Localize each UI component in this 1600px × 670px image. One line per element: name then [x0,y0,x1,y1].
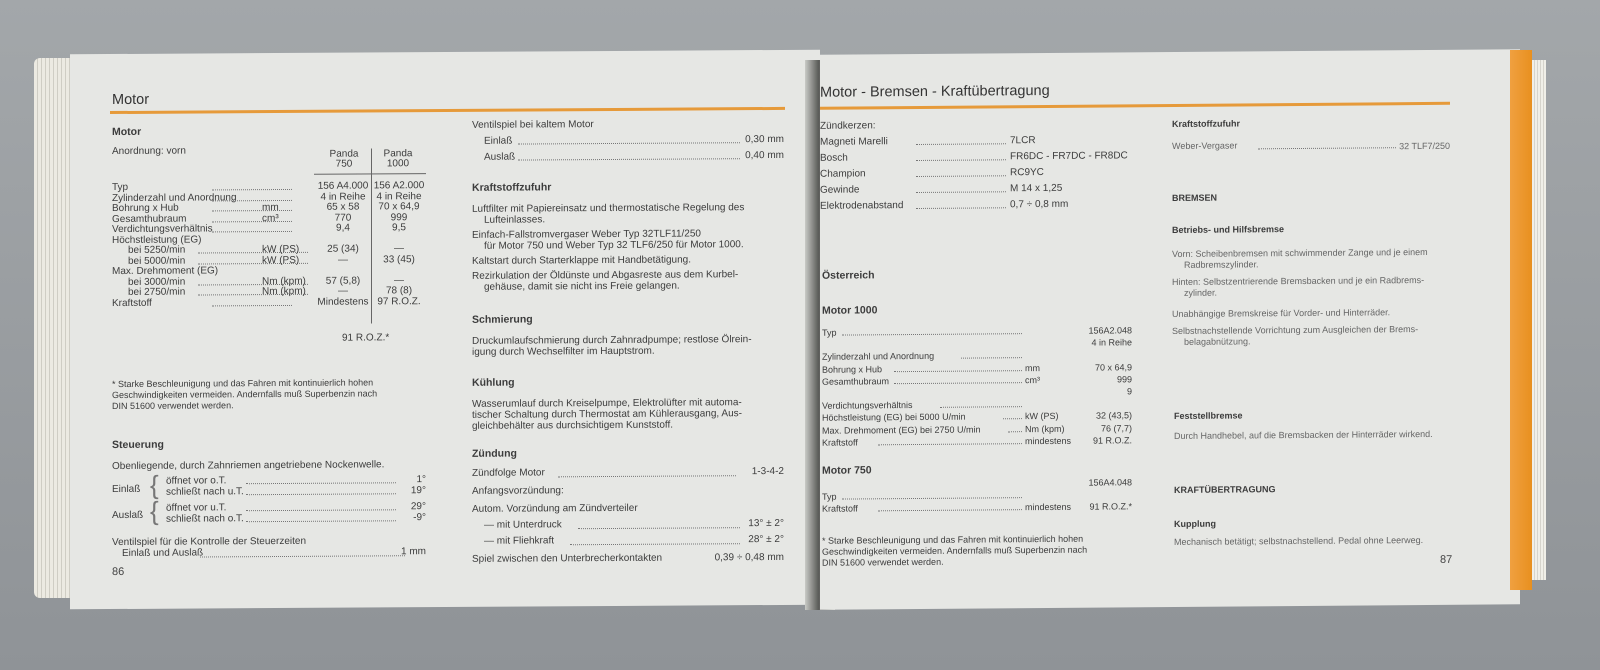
timing-value: 1° [416,474,426,486]
kerze-value: RC9YC [1010,166,1044,179]
section-schmierung-title: Schmierung [472,313,533,326]
col2-head-1: Panda [383,148,413,160]
leader-dots [246,511,396,522]
kraftstoff-line: Einfach-Fallstromvergaser Weber Typ 32TLF11/250 [472,228,701,241]
ventilspiel-check-2: Einlaß und Auslaß [122,547,204,559]
spec-label: Typ [112,181,129,194]
spec-value-750: — [338,285,348,297]
spec-value-1000: — [394,274,404,286]
bremsen-line: zylinder. [1184,287,1218,298]
right-page-number: 87 [1440,553,1453,566]
kerze-label: Magneti Marelli [820,136,888,148]
kraftstoff-line: Lufteinlasses. [484,214,546,226]
kraftstoff-line: Kaltstart durch Starterklappe mit Handbetätigung. [472,254,692,267]
leader-dots [570,534,740,545]
leader-dots [212,201,292,211]
leader-dots [842,324,1022,335]
left-page [70,50,820,610]
spiel-value: 0,39 ÷ 0,48 mm [714,551,784,564]
leader-dots [940,397,1022,408]
m1000-label: Zylinderzahl und Anordnung [822,351,935,363]
m1000-label: Gesamthubraum [822,376,890,387]
col1-head-2: 750 [335,158,353,170]
betriebs-title: Betriebs- und Hilfsbremse [1172,224,1285,235]
leader-dots [246,473,396,484]
spec-label: bei 5250/min [128,244,186,256]
timing-value: 29° [410,501,426,513]
feststell-title: Feststellbremse [1174,410,1243,421]
m1000-label: Höchstleistung (EG) bei 5000 U/min [822,411,966,424]
spec-value-750: 770 [334,212,352,224]
leader-dots [894,373,1022,384]
leader-dots [916,182,1006,193]
header-rule [820,102,1450,110]
spec-value-750: — [338,254,348,266]
m1000-value: 156A2.048 [1088,325,1132,336]
m1000-label: Bohrung x Hub [822,363,883,375]
spec-value-1000: 999 [390,211,408,223]
autom-text: Autom. Vorzündung am Zündverteiler [472,502,638,515]
zuendkerzen-title: Zündkerzen: [820,120,876,132]
motor750-title: Motor 750 [822,464,872,477]
bremsen-line: Selbstnachstellende Vorrichtung zum Ausgleichen der Brems- [1172,324,1419,336]
leader-dots [212,180,292,190]
timing-value: -9° [413,512,426,524]
m750-value: 91 R.O.Z.* [1089,501,1132,512]
kerze-value: 7LCR [1010,135,1036,147]
m750-value: 156A4.048 [1088,477,1132,488]
kuehlung-line-2: tischer Schaltung durch Thermostat am Kühlerausgang, Aus- [472,408,742,421]
m1000-value: 9 [1126,386,1132,397]
kerze-label: Champion [820,168,866,180]
anfangs-text: Anfangsvorzündung: [472,485,564,497]
section-kraftstoff-title: Kraftstoffzufuhr [472,181,552,194]
spec-value-750: 4 in Reihe [320,190,366,203]
einlass-brace: { [150,469,159,500]
leader-dots [842,488,1022,499]
right-footnote-1: * Starke Beschleunigung und das Fahren mit kontinuierlich hohen [822,533,1084,546]
kerze-value: FR6DC - FR7DC - FR8DC [1010,150,1128,163]
leader-dots [961,349,1022,359]
timing-label: schließt nach o.T. [166,513,244,525]
right-header: Motor - Bremsen - Kraftübertragung [820,82,1050,101]
m750-unit: mindestens [1025,501,1072,513]
spec-unit: kW (PS) [262,243,300,256]
ventil-kalt-title: Ventilspiel bei kaltem Motor [472,119,594,131]
section-motor-title: Motor [112,125,142,139]
right-page [820,49,1520,609]
m1000-label: Max. Drehmoment (EG) bei 2750 U/min [822,424,981,436]
right-footnote-2: Geschwindigkeiten vermeiden. Andernfalls muß Superbenzin nach [822,544,1088,557]
kraftstoff-title-right: Kraftstoffzufuhr [1172,118,1240,129]
section-steuerung-title: Steuerung [112,438,164,452]
timing-label: schließt nach u.T. [166,486,244,498]
kerze-value: M 14 x 1,25 [1010,182,1063,195]
schmierung-line-2: igung durch Wechselfilter im Hauptstrom. [472,345,655,358]
m750-label: Typ [822,491,837,502]
kraftstoff-line: gehäuse, damit sie nicht ins Freie gelangen. [484,280,680,293]
spec-label: Max. Drehmoment (EG) [112,265,219,278]
bremsen-title: BREMSEN [1172,192,1218,203]
leader-dots [1003,410,1022,420]
m1000-label: Verdichtungsverhältnis [822,400,913,411]
left-footnote-3: DIN 51600 verwendet werden. [112,400,234,412]
ventil-label: Einlaß [484,135,513,147]
m1000-value: 76 (7,7) [1100,422,1132,434]
bremsen-line: belagabnützung. [1184,336,1251,347]
spec-value-750: 156 A4.000 [317,180,369,192]
spec-unit: mm [262,202,279,214]
spec-value-750: Mindestens [317,295,369,308]
fuel-extra: 91 R.O.Z.* [342,332,390,344]
timing-label: öffnet vor u.T. [166,502,227,514]
left-footnote-1: * Starke Beschleunigung und das Fahren mit kontinuierlich hohen [112,377,374,390]
fliehkraft-value: 28° ± 2° [748,533,784,546]
m1000-unit: mindestens [1025,435,1072,446]
kupplung-title: Kupplung [1174,518,1216,529]
spec-label: Zylinderzahl und Anordnung [112,191,237,204]
kraftstoff-line: für Motor 750 und Weber Typ 32 TLF6/250 für Motor 1000. [484,239,744,252]
spec-value-1000: 156 A2.000 [373,180,425,192]
spec-label: Kraftstoff [112,297,152,309]
m1000-value: 4 in Reihe [1091,337,1132,348]
spec-value-1000: 33 (45) [383,253,415,265]
section-kuehlung-title: Kühlung [472,376,515,389]
leader-dots [1258,138,1396,149]
spec-label: bei 5000/min [128,255,186,267]
spec-label: Verdichtungsverhältnis [112,223,213,236]
leader-dots [518,149,740,160]
left-header: Motor [112,91,150,109]
kraftstoff-line: Rezirkulation der Öldünste und Abgasreste aus dem Kurbel- [472,269,739,282]
spec-value-1000: 97 R.O.Z. [377,295,421,307]
einlass-label: Einlaß [112,483,141,496]
timing-label: öffnet vor o.T. [166,475,227,487]
bremsen-line: Unabhängige Bremskreise für Vorder- und Hinterräder. [1172,307,1391,319]
header-rule [110,107,785,114]
bremsen-line: Radbremszylinder. [1184,259,1259,270]
leader-dots [878,500,1022,511]
kerze-value: 0,7 ÷ 0,8 mm [1010,198,1069,211]
auslass-label: Auslaß [112,509,144,522]
leader-dots [878,434,1022,445]
steuerung-text: Obenliegende, durch Zahnriemen angetriebene Nockenwelle. [112,459,385,473]
spec-value-750: 57 (5,8) [325,275,361,287]
oesterreich-title: Österreich [822,269,875,282]
m1000-unit: kW (PS) [1025,411,1059,422]
spec-unit: Nm (kpm) [262,285,306,298]
m1000-value: 91 R.O.Z. [1092,435,1132,446]
auslass-brace: { [150,495,159,526]
leader-dots [518,133,740,144]
spec-label: Gesamthubraum [112,213,187,225]
kerze-label: Elektrodenabstand [820,200,904,212]
zuendfolge-label: Zündfolge Motor [472,467,545,479]
motor1000-title: Motor 1000 [822,304,878,317]
bremsen-line: Hinten: Selbstzentrierende Bremsbacken und je ein Radbrems- [1172,275,1425,287]
feststell-text: Durch Handhebel, auf die Bremsbacken der Hinterräder wirkend. [1174,428,1433,441]
unterdruck-label: — mit Unterdruck [484,519,562,531]
header-underline [314,164,426,175]
leader-dots [916,150,1006,161]
kuehlung-line-1: Wasserumlauf durch Kreiselpumpe, Elektrolüfter mit automa- [472,397,742,410]
ventil-value: 0,40 mm [745,149,784,162]
section-zuendung-title: Zündung [472,447,517,460]
unterdruck-value: 13° ± 2° [748,517,784,530]
spec-label: bei 3000/min [128,276,186,288]
m1000-unit: mm [1025,362,1040,373]
page-edge-orange [1510,50,1532,590]
m1000-unit: Nm (kpm) [1025,423,1065,434]
m1000-value: 32 (43,5) [1095,410,1132,421]
left-footnote-2: Geschwindigkeiten vermeiden. Andernfalls muß Superbenzin nach [112,388,378,401]
spec-value-1000: — [394,243,404,255]
timing-value: 19° [410,485,426,497]
leader-dots [212,295,292,305]
kraftuebertragung-title: KRAFTÜBERTRAGUNG [1174,484,1276,495]
spec-value-1000: 4 in Reihe [376,190,422,202]
ventil-label: Auslaß [484,151,516,163]
leader-dots [916,198,1006,209]
spec-unit: cm³ [262,212,279,224]
spec-label: Bohrung x Hub [112,202,179,215]
zuendfolge-value: 1-3-4-2 [751,465,784,478]
spec-label: bei 2750/min [128,286,186,298]
leader-dots [212,222,292,232]
leader-dots [916,166,1006,177]
schmierung-line-1: Druckumlaufschmierung durch Zahnradpumpe; restlose Ölrein- [472,334,752,347]
spec-label: Höchstleistung (EG) [112,233,202,246]
leader-dots [212,211,292,221]
spec-value-750: 25 (34) [327,243,359,255]
kerze-label: Gewinde [820,184,860,196]
leader-dots [1008,422,1022,432]
weber-label: Weber-Vergaser [1172,140,1238,151]
m1000-label: Kraftstoff [822,437,858,448]
spec-value-1000: 78 (8) [385,285,413,297]
kupplung-text: Mechanisch betätigt; selbstnachstellend. Pedal ohne Leerweg. [1174,535,1424,547]
leader-dots [200,546,405,557]
bremsen-line: Vorn: Scheibenbremsen mit schwimmender Zange und je einem [1172,246,1428,259]
spec-value-750: 65 x 58 [326,201,360,213]
leader-dots [916,134,1006,145]
anordnung-text: Anordnung: vorn [112,145,186,158]
ventil-value: 0,30 mm [745,133,784,146]
leader-dots [246,484,396,495]
leader-dots [578,518,740,529]
right-footnote-3: DIN 51600 verwendet werden. [822,556,944,568]
leader-dots [212,190,292,200]
m1000-value: 70 x 64,9 [1094,361,1132,373]
spec-unit: Nm (kpm) [262,275,306,287]
kraftstoff-line: Luftfilter mit Papiereinsatz und thermostatische Regelung des [472,202,745,215]
ventilspiel-check-1: Ventilspiel für die Kontrolle der Steuerzeiten [112,535,307,549]
spiel-label: Spiel zwischen den Unterbrecherkontakten [472,552,663,565]
spec-value-1000: 9,5 [392,222,406,234]
m1000-value: 999 [1116,374,1132,385]
m1000-unit: cm³ [1025,374,1040,385]
spec-unit: kW (PS) [262,254,300,266]
spec-value-1000: 70 x 64,9 [378,201,420,213]
col2-head-2: 1000 [386,158,410,170]
ventilspiel-check-value: 1 mm [401,546,426,558]
fliehkraft-label: — mit Fliehkraft [484,535,555,547]
leader-dots [558,466,736,477]
kerze-label: Bosch [820,152,848,164]
leader-dots [894,361,1022,372]
page-stack-right [1532,60,1546,580]
leader-dots [246,500,396,511]
spec-value-750: 9,4 [336,222,350,234]
kuehlung-line-3: gleichbehälter aus durchsichtigem Kunststoff. [472,419,674,432]
m1000-label: Typ [822,327,837,338]
weber-value: 32 TLF7/250 [1399,140,1450,152]
col1-head-1: Panda [329,148,359,160]
m750-label: Kraftstoff [822,503,858,514]
left-page-number: 86 [112,565,125,579]
